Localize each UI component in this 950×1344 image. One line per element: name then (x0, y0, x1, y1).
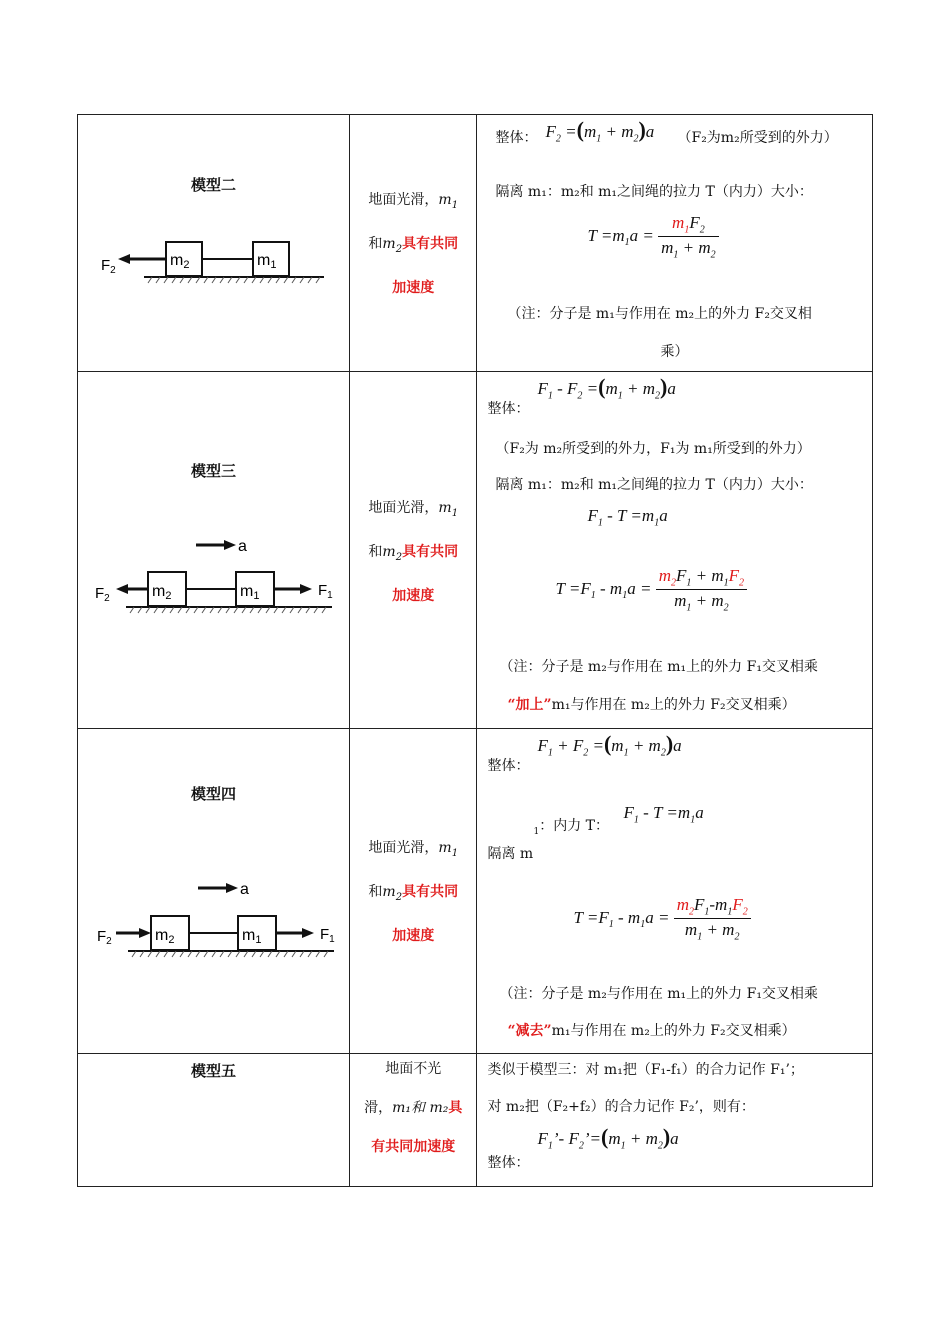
whole-note: （F₂为m₂所受到的外力） (677, 130, 838, 146)
tension-equation: $T =m_1a$ = $\frac{m_1F_2}{m_1 + m_2}$ (587, 213, 718, 261)
isolation-text: 隔离 m₁：m₂和 m₁之间绳的拉力 T（内力）大小： (495, 477, 813, 493)
whole-label: 整体： (495, 130, 538, 146)
f1-label: F (320, 926, 330, 943)
m1-label: m (257, 252, 271, 269)
whole-equation: $F_1’-$ $F_2’=(m_1 + m_2)a$ (537, 1124, 679, 1152)
formula-cell (477, 1054, 872, 1186)
note-line-1: （注：分子是 m₂与作用在 m₁上的外力 F₁交叉相乘 (499, 986, 818, 1002)
m2-sub: 2 (183, 259, 190, 271)
whole-equation: $F_1 - F_2 =(m_1 + m_2)a$ (537, 374, 676, 402)
svg-text:m2: m2 (155, 927, 175, 946)
condition-text: 地面不光 滑，m₁和 m₂具 有共同加速度 (364, 1061, 463, 1155)
condition-cell (350, 729, 476, 1053)
acceleration-label: a (238, 538, 247, 555)
condition-text: 地面光滑，$m_1$ 和$m_2$具有共同 加速度 (368, 840, 459, 944)
note-line-1: （注：分子是 m₂与作用在 m₁上的外力 F₁交叉相乘 (499, 659, 818, 675)
table-row (78, 115, 873, 372)
table-row (78, 729, 873, 1054)
svg-text:m1: m1 (242, 927, 262, 946)
inner-force-text: $_1$：内力 T： (533, 818, 610, 837)
note-line-2: 乘） (660, 344, 689, 360)
diagram-cell (78, 1054, 349, 1186)
condition-cell (350, 1054, 476, 1186)
diagram-cell (78, 729, 349, 1053)
table-row (78, 372, 873, 729)
whole-equation: $F_1 + F_2 =(m_1 + m_2)a$ (537, 731, 682, 759)
isolation-equation: $F_1 - T =m_1a$ (587, 506, 668, 529)
condition-text: 地面光滑，$m_1$ 和$m_2$具有共同 加速度 (368, 500, 459, 604)
whole-equation: $F_2 =(m_1 + m_2)a$ (545, 117, 655, 145)
note-line-1: （注：分子是 m₁与作用在 m₂上的外力 F₂交叉相 (507, 306, 812, 322)
force-note: （F₂为 m₂所受到的外力，F₁为 m₁所受到的外力） (495, 441, 811, 457)
whole-label: 整体： (487, 401, 530, 417)
svg-text:m2: m2 (152, 583, 172, 602)
f1-label: F (318, 582, 328, 599)
f2-label: F (95, 585, 105, 602)
diagram-cell (78, 115, 349, 371)
svg-text:F2: $F_2$ (97, 928, 112, 947)
model-title: 模型二 (191, 177, 237, 194)
diagram-cell (78, 372, 349, 728)
formula-cell (477, 729, 872, 1053)
model-title: 模型四 (191, 786, 237, 803)
f2-label: F (101, 257, 111, 274)
isolation-equation: $F_1 - T =m_1a$ (623, 803, 704, 826)
svg-text:F1: $F_1$ (318, 582, 333, 601)
condition-cell (350, 372, 476, 728)
svg-text:F2 (101, 257, 116, 276)
m2-label: m (170, 252, 184, 269)
model4-diagram (78, 729, 349, 1053)
tension-equation: $T =F_1 - m_1a$ = $\frac{m_2F_1 + m_1F_2}{m_1 + m_2}$ (555, 566, 747, 614)
condition-cell (350, 115, 476, 371)
formula-cell (477, 372, 872, 728)
svg-text:F1: $F_1$ (320, 926, 335, 945)
note-line-2: “加上”m₁与作用在 m₂上的外力 F₂交叉相乘） (507, 697, 796, 713)
model-title: 模型三 (191, 463, 237, 480)
whole-label: 整体： (487, 758, 530, 774)
analogy-line-1: 类似于模型三：对 m₁把（F₁-f₁）的合力记作 F₁’； (487, 1062, 804, 1078)
whole-label: 整体： (487, 1155, 530, 1171)
isolation-text: 隔离 m₁：m₂和 m₁之间绳的拉力 T（内力）大小： (495, 184, 813, 200)
table-row (78, 1054, 873, 1187)
tension-equation: $T =F_1 - m_1a$ = $\frac{m_2F_1-m_1F_2}{m_1 + m_2}$ (573, 895, 750, 943)
f2-sub: 2 (110, 265, 116, 276)
m1-sub: 1 (270, 259, 277, 271)
formula-cell (477, 115, 872, 371)
svg-text:F2: $F_2$ (95, 585, 110, 604)
analogy-line-2: 对 m₂把（F₂+f₂）的合力记作 F₂’，则有： (487, 1099, 755, 1115)
model3-diagram (78, 372, 349, 728)
svg-text:m1: m1 (240, 583, 260, 602)
model2-diagram (78, 115, 349, 371)
f2-label: F (97, 928, 107, 945)
acceleration-label: a (240, 881, 249, 898)
isolation-text: 隔离 m (487, 846, 534, 862)
note-line-2: “减去”m₁与作用在 m₂上的外力 F₂交叉相乘） (507, 1023, 796, 1039)
condition-text: 地面光滑，$m_1$ 和$m_2$具有共同 加速度 (368, 192, 459, 296)
model-title: 模型五 (191, 1063, 237, 1080)
model-table (77, 114, 873, 1187)
